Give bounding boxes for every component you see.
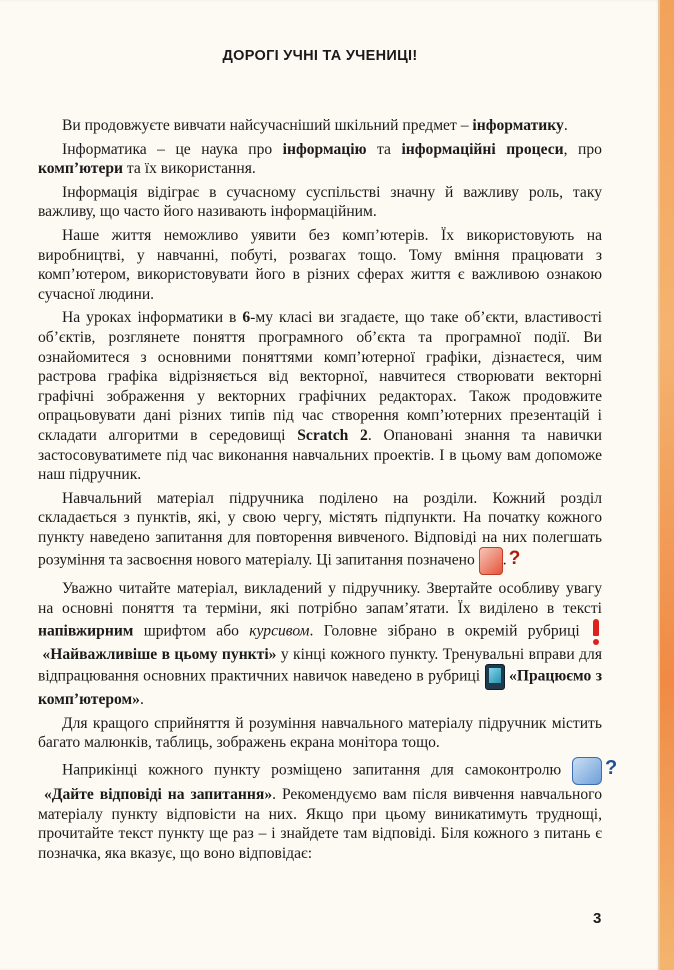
paragraph-4: Наше життя неможливо уявити без комп’ютерів. Їх використовують на виробництві, у навчанні, побуті, розвагах тощо. Тому вміння працювати з комп’ютером, використовувати його в різних сферах життя є важливою ознакою сучасної людини. [38, 226, 602, 303]
bold-term: Scratch 2 [297, 426, 368, 444]
text: . Головне зібрано в окремій рубриці [309, 622, 590, 640]
page-number: 3 [593, 910, 602, 927]
text: Навчальний матеріал підручника поділено на розділи. Кожний розділ складається з пунктів, які, у свою чергу, містять підпункти. На початку кожного пункту наведено запитання для повторення вивченого. Відповіді на них полегшать розуміння та засвоєння нового матеріалу. Ці запитання позначено [38, 489, 602, 570]
bold-term: інформаційні процеси [401, 140, 564, 158]
text: На уроках інформатики в [62, 309, 243, 327]
paragraph-9 [38, 757, 602, 863]
text: . Рекомендуємо вам після вивчення навчального матеріалу пункту відповісти на них. Якщо при цьому виникатимуть труднощі, прочитайте текст пункту ще раз – і знайдете там відповіді. Біля кожного з питань є позначка, яка вказує, що воно відповідає: [38, 786, 602, 862]
paragraph-7 [38, 579, 602, 709]
question-mark-icon [479, 547, 503, 575]
paragraph-6 [38, 489, 602, 576]
bold-term: інформатику [472, 117, 564, 134]
text: та їх використання. [123, 160, 256, 178]
exclamation-icon [590, 619, 602, 645]
computer-icon [485, 664, 505, 690]
bold-term: напівжирним [38, 622, 134, 640]
text: у кінці кожного пункту. Тренувальні вправи для відпрацювання основних практичних навичок наведено в рубриці [38, 645, 602, 685]
text: Інформатика – це наука про [62, 140, 283, 158]
text: Ви продовжуєте вивчати найсучасніший шкільний предмет – [62, 117, 473, 134]
italic-term: курсивом [249, 622, 310, 640]
text: Уважно читайте матеріал, викладений у підручнику. Звертайте особливу увагу на основні поняття та терміни, які потрібно запам’ятати. Їх виділено в тексті [38, 580, 602, 618]
body-text [38, 116, 602, 863]
paragraph-5 [38, 308, 602, 484]
paragraph-1 [38, 116, 602, 136]
bold-term: «Найважливіше в цьому пункті» [42, 645, 277, 663]
page-title: ДОРОГІ УЧНІ ТА УЧЕНИЦІ! [222, 48, 418, 64]
bold-term: 6 [242, 309, 251, 327]
text: . Опановані знання та навички застосовуватимете під час виконання навчальних проектів. І в цьому вам допоможе наш підручник. [38, 426, 603, 484]
bold-term: «Дайте відповіді на запитання» [43, 786, 273, 804]
page-edge [660, 0, 674, 970]
bold-term: «Працюємо з комп’ютером» [38, 667, 602, 709]
help-question-icon [572, 757, 602, 785]
text: , про [563, 140, 602, 158]
bold-term: комп’ютери [38, 160, 124, 178]
paragraph-3: Інформація відіграє в сучасному суспільстві значну й важливу роль, таку важливу, що часто його називають інформаційним. [38, 183, 602, 221]
paragraph-8: Для кращого сприйняття й розуміння навчального матеріалу підручник містить багато малюнків, таблиць, зображень екрана монітора тощо. [38, 714, 602, 752]
text: -му класі ви згадаєте, що таке об’єкти, властивості об’єктів, розглянете поняття програмного об’єкта та програмної події. Ви ознайомитеся з основними поняттями комп’ютерної графіки, дізнаєтеся, чим растрова графіка відрізняється від векторної, навчитеся створювати векторні графічні зображення у векторних графічних редакторах. Також продовжите опрацьовувати дані різних типів під час створення комп’ютерних презентацій і складати алгоритми в середовищі [38, 309, 602, 444]
paragraph-2 [38, 140, 602, 179]
text: . [139, 691, 144, 709]
text: шрифтом або [133, 622, 250, 640]
text: та [366, 140, 402, 158]
text: . [563, 117, 568, 134]
bold-term: інформацію [282, 140, 367, 158]
text: Наприкінці кожного пункту розміщено запитання для самоконтролю [62, 761, 572, 779]
